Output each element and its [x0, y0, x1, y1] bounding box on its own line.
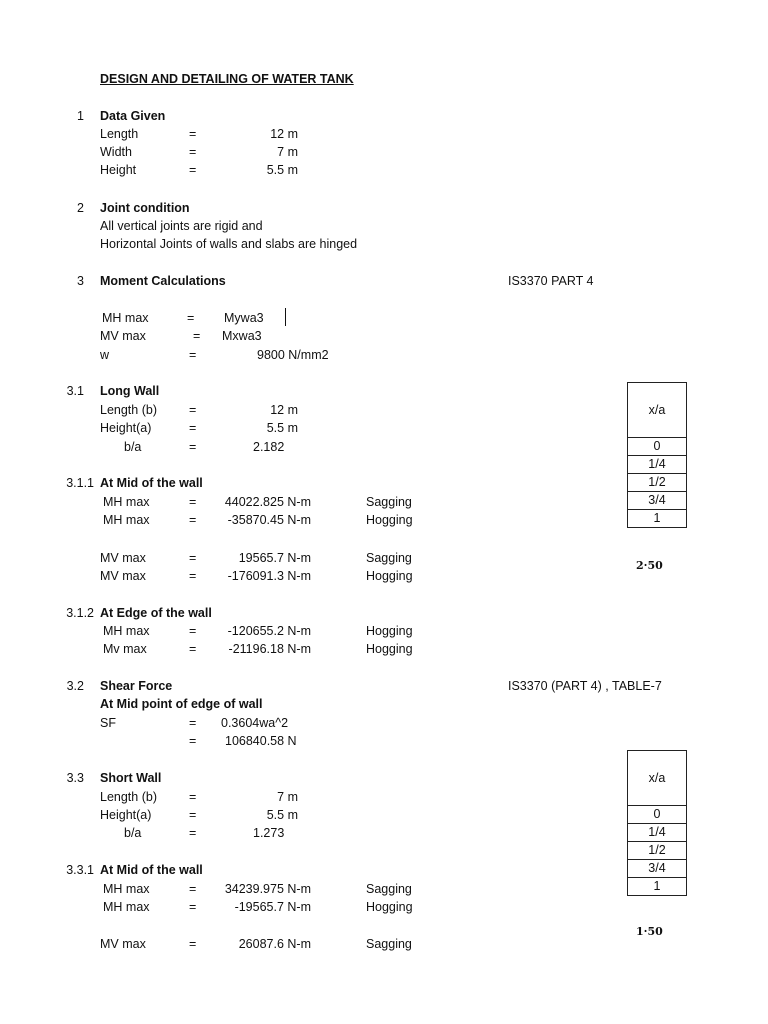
long-edge-mv-type: Hogging	[366, 642, 413, 656]
long-wall-length-value: 12 m	[270, 403, 298, 417]
long-mid-mv-sagging-type: Sagging	[366, 551, 412, 565]
short-mid-mh-hogging-value: -19565.7 N-m	[234, 900, 311, 914]
length-label: Length	[100, 127, 139, 141]
length-value: 12 m	[270, 127, 298, 141]
long-edge-mv-label: Mv max	[103, 642, 147, 656]
section-3-3-1-heading: At Mid of the wall	[100, 863, 203, 877]
long-wall-ratio-value: 2.182	[253, 440, 285, 454]
short-mid-mv-sagging-equals: =	[189, 937, 197, 951]
section-3-number: 3	[77, 274, 84, 288]
mh-max-formula-value: Mywa3	[224, 311, 264, 325]
long-mid-mv-hogging-type: Hogging	[366, 569, 413, 583]
joint-text-2: Horizontal Joints of walls and slabs are hinged	[100, 237, 358, 251]
section-3-2-reference: IS3370 (PART 4) , TABLE-7	[508, 679, 662, 693]
mv-max-formula-value: Mxwa3	[222, 329, 262, 343]
xa-cell: 1	[628, 878, 687, 896]
short-mid-mv-sagging-value: 26087.6 N-m	[238, 937, 311, 951]
short-wall-length-label: Length (b)	[100, 790, 157, 804]
long-mid-mh-hogging-equals: =	[189, 513, 197, 527]
section-3-reference: IS3370 PART 4	[508, 274, 594, 288]
section-3-2-number: 3.2	[66, 679, 84, 693]
sf-equals: =	[189, 716, 197, 730]
long-edge-mh-type: Hogging	[366, 624, 413, 638]
height-equals: =	[189, 163, 197, 177]
xa-header: x/a	[628, 383, 687, 438]
shear-subheading: At Mid point of edge of wall	[100, 697, 263, 711]
long-mid-mh-sagging-equals: =	[189, 495, 197, 509]
section-3-3-1-number: 3.3.1	[66, 863, 94, 877]
short-wall-coefficient-note: 1·50	[636, 925, 663, 938]
short-mid-mh-sagging-label: MH max	[103, 882, 150, 896]
joint-text-1: All vertical joints are rigid and	[100, 219, 263, 233]
section-3-2-heading: Shear Force	[100, 679, 173, 693]
long-edge-mv-value: -21196.18 N-m	[228, 642, 311, 656]
xa-cell: 0	[628, 438, 687, 456]
mh-max-formula-equals: =	[187, 311, 195, 325]
xa-cell: 1/2	[628, 474, 687, 492]
long-wall-length-label: Length (b)	[100, 403, 157, 417]
long-mid-mv-hogging-value: -176091.3 N-m	[227, 569, 311, 583]
xa-header: x/a	[628, 751, 687, 806]
short-wall-height-value: 5.5 m	[266, 808, 298, 822]
xa-cell: 1/4	[628, 456, 687, 474]
w-value: 9800 N/mm2	[257, 348, 329, 362]
short-mid-mh-sagging-equals: =	[189, 882, 197, 896]
long-mid-mh-hogging-value: -35870.45 N-m	[227, 513, 311, 527]
long-mid-mh-hogging-label: MH max	[103, 513, 150, 527]
w-label: w	[100, 348, 110, 362]
section-3-3-number: 3.3	[66, 771, 84, 785]
section-2-heading: Joint condition	[100, 201, 190, 215]
long-wall-ratio-label: b/a	[124, 440, 142, 454]
short-mid-mh-hogging-label: MH max	[103, 900, 150, 914]
height-value: 5.5 m	[266, 163, 298, 177]
short-mid-mh-sagging-value: 34239.975 N-m	[224, 882, 311, 896]
long-wall-coefficient-note: 2·50	[636, 559, 663, 572]
xa-table-short-wall	[627, 750, 687, 896]
short-wall-length-value: 7 m	[277, 790, 298, 804]
short-mid-mv-sagging-label: MV max	[100, 937, 146, 951]
long-mid-mh-sagging-value: 44022.825 N-m	[224, 495, 311, 509]
short-mid-mh-hogging-equals: =	[189, 900, 197, 914]
long-mid-mh-sagging-label: MH max	[103, 495, 150, 509]
short-wall-ratio-equals: =	[189, 826, 197, 840]
section-3-1-heading: Long Wall	[100, 384, 160, 398]
sf-result-value: 106840.58 N	[225, 734, 297, 748]
w-equals: =	[189, 348, 197, 362]
xa-cell: 0	[628, 806, 687, 824]
section-1-number: 1	[77, 109, 84, 123]
long-edge-mh-value: -120655.2 N-m	[227, 624, 311, 638]
long-mid-mv-sagging-equals: =	[189, 551, 197, 565]
long-mid-mv-sagging-label: MV max	[100, 551, 146, 565]
short-wall-height-equals: =	[189, 808, 197, 822]
section-2-number: 2	[77, 201, 84, 215]
xa-cell: 1/4	[628, 824, 687, 842]
short-wall-length-equals: =	[189, 790, 197, 804]
long-wall-height-label: Height(a)	[100, 421, 152, 435]
long-edge-mv-equals: =	[189, 642, 197, 656]
long-mid-mh-sagging-type: Sagging	[366, 495, 412, 509]
sf-formula: 0.3604wa^2	[221, 716, 289, 730]
short-mid-mh-sagging-type: Sagging	[366, 882, 412, 896]
short-wall-ratio-label: b/a	[124, 826, 142, 840]
mv-max-formula-label: MV max	[100, 329, 146, 343]
section-3-heading: Moment Calculations	[100, 274, 226, 288]
section-3-1-1-heading: At Mid of the wall	[100, 476, 203, 490]
short-mid-mh-hogging-type: Hogging	[366, 900, 413, 914]
long-mid-mh-hogging-type: Hogging	[366, 513, 413, 527]
mh-max-formula-label: MH max	[102, 311, 149, 325]
long-mid-mv-sagging-value: 19565.7 N-m	[238, 551, 311, 565]
sf-label: SF	[100, 716, 116, 730]
long-wall-length-equals: =	[189, 403, 197, 417]
xa-cell: 1	[628, 510, 687, 528]
long-edge-mh-equals: =	[189, 624, 197, 638]
long-wall-height-equals: =	[189, 421, 197, 435]
length-equals: =	[189, 127, 197, 141]
xa-cell: 3/4	[628, 860, 687, 878]
width-value: 7 m	[277, 145, 298, 159]
xa-table-long-wall	[627, 382, 687, 528]
sf-result-equals: =	[189, 734, 197, 748]
width-equals: =	[189, 145, 197, 159]
section-1-heading: Data Given	[100, 109, 166, 123]
text-cursor	[285, 308, 286, 326]
xa-cell: 3/4	[628, 492, 687, 510]
long-mid-mv-hogging-label: MV max	[100, 569, 146, 583]
section-3-1-2-number: 3.1.2	[66, 606, 94, 620]
width-label: Width	[100, 145, 132, 159]
long-wall-height-value: 5.5 m	[266, 421, 298, 435]
long-mid-mv-hogging-equals: =	[189, 569, 197, 583]
section-3-3-heading: Short Wall	[100, 771, 162, 785]
section-3-1-2-heading: At Edge of the wall	[100, 606, 212, 620]
short-wall-height-label: Height(a)	[100, 808, 152, 822]
section-3-1-1-number: 3.1.1	[66, 476, 94, 490]
height-label: Height	[100, 163, 137, 177]
section-3-1-number: 3.1	[66, 384, 84, 398]
long-wall-ratio-equals: =	[189, 440, 197, 454]
short-mid-mv-sagging-type: Sagging	[366, 937, 412, 951]
long-edge-mh-label: MH max	[103, 624, 150, 638]
document-title: DESIGN AND DETAILING OF WATER TANK	[100, 72, 354, 86]
short-wall-ratio-value: 1.273	[253, 826, 285, 840]
xa-cell: 1/2	[628, 842, 687, 860]
mv-max-formula-equals: =	[193, 329, 201, 343]
